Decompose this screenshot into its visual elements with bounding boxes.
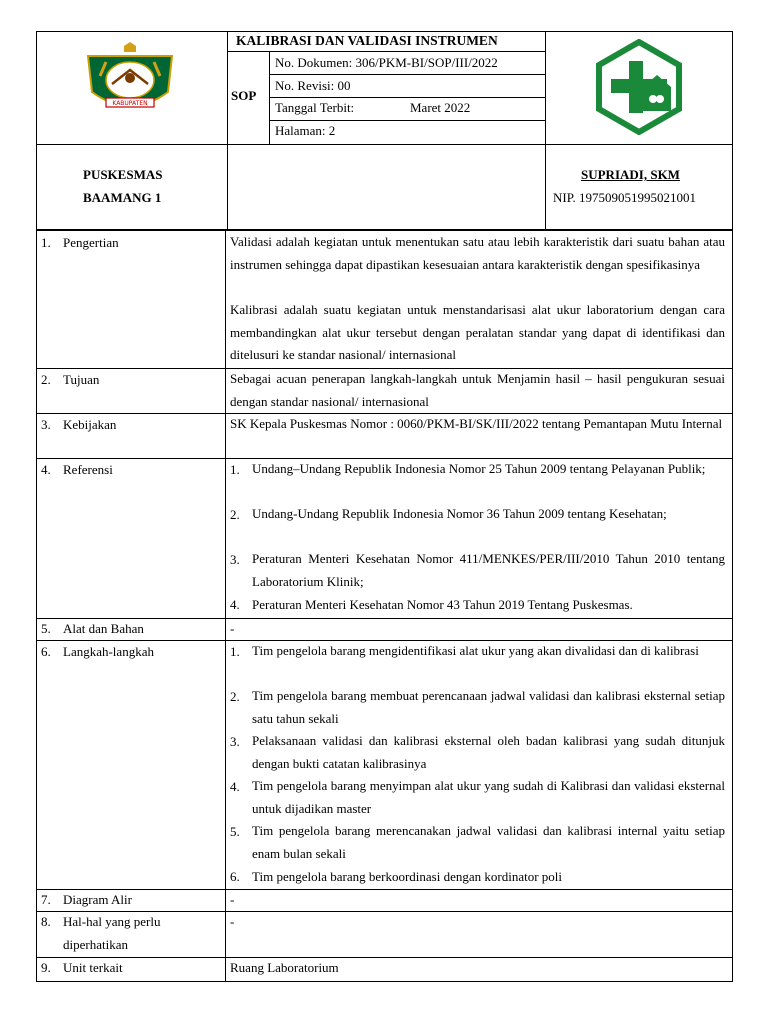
list-number: 1. (230, 462, 240, 477)
regional-emblem-icon (80, 42, 180, 118)
issue-date: Maret 2022 (410, 100, 471, 115)
puskesmas-logo-icon (591, 39, 687, 135)
document-number: No. Dokumen: 306/PKM-BI/SOP/III/2022 (275, 55, 498, 70)
list-number: 6. (230, 869, 240, 884)
row-label-unit: Unit terkait (63, 960, 123, 975)
row-label-tujuan: Tujuan (63, 372, 100, 387)
list-number: 4. (230, 597, 240, 612)
row-number: 1. (41, 235, 51, 250)
step-item: Tim pengelola barang berkoordinasi dengan kordinator poli (252, 869, 563, 884)
definition-validation: Validasi adalah kegiatan untuk menentukan satu atau lebih karakteristik dari suatu bahan atau instrumen sehingga dapat dipastikan kesesuaian antara karakteristik dengan spesifikasinya (230, 234, 725, 272)
issue-date-label: Tanggal Terbit: (275, 100, 355, 115)
reference-item: Peraturan Menteri Kesehatan Nomor 411/MENKES/PER/III/2010 Tahun 2010 tentang Laboratorium Klinik; (252, 551, 725, 589)
org-name-line2: BAAMANG 1 (83, 190, 162, 205)
row-number: 3. (41, 417, 51, 432)
signer-name: SUPRIADI, SKM (581, 167, 680, 182)
step-item: Tim pengelola barang menyimpan alat ukur yang sudah di Kalibrasi dan validasi eksternal untuk dijadikan master (252, 778, 725, 816)
list-number: 2. (230, 689, 240, 704)
row-label-hal-hal: Hal-hal yang perlu (63, 914, 161, 929)
list-number: 1. (230, 644, 240, 659)
row-label-langkah: Langkah-langkah (63, 644, 154, 659)
purpose-text: Sebagai acuan penerapan langkah-langkah untuk Menjamin hasil – hasil pengukuran sesuai dengan standar nasional/ internasional (230, 371, 725, 409)
policy-text: SK Kepala Puskesmas Nomor : 0060/PKM-BI/SK/III/2022 tentang Pemantapan Mutu Internal (230, 416, 723, 431)
step-item: Tim pengelola barang mengidentifikasi alat ukur yang akan divalidasi dan di kalibrasi (252, 643, 699, 658)
list-number: 4. (230, 779, 240, 794)
step-item: Tim pengelola barang membuat perencanaan jadwal validasi dan kalibrasi eksternal setiap satu tahun sekali (252, 688, 725, 726)
row-number: 2. (41, 372, 51, 387)
row-number: 9. (41, 960, 51, 975)
page-number: Halaman: 2 (275, 123, 336, 138)
sop-label: SOP (231, 88, 257, 103)
reference-item: Undang-Undang Republik Indonesia Nomor 36 Tahun 2009 tentang Kesehatan; (252, 506, 667, 521)
row-label-alat-bahan: Alat dan Bahan (63, 621, 144, 636)
tools-text: - (230, 621, 235, 636)
signer-nip: NIP. 197509051995021001 (553, 190, 697, 205)
diagram-text: - (230, 892, 235, 907)
row-label-hal-hal-2: diperhatikan (63, 937, 128, 952)
svg-text:KABUPATEN: KABUPATEN (112, 100, 148, 107)
row-label-referensi: Referensi (63, 462, 113, 477)
org-name-line1: PUSKESMAS (83, 167, 163, 182)
row-number: 6. (41, 644, 51, 659)
list-number: 5. (230, 824, 240, 839)
unit-text: Ruang Laboratorium (230, 960, 339, 975)
revision-number: No. Revisi: 00 (275, 78, 351, 93)
list-number: 2. (230, 507, 240, 522)
row-number: 4. (41, 462, 51, 477)
row-label-pengertian: Pengertian (63, 235, 119, 250)
step-item: Pelaksanaan validasi dan kalibrasi eksternal oleh badan kalibrasi yang sudah ditunjuk dengan bukti catatan kalibrasinya (252, 733, 725, 771)
notes-text: - (230, 914, 235, 929)
list-number: 3. (230, 734, 240, 749)
row-number: 7. (41, 892, 51, 907)
reference-item: Peraturan Menteri Kesehatan Nomor 43 Tahun 2019 Tentang Puskesmas. (252, 597, 633, 612)
definition-calibration: Kalibrasi adalah suatu kegiatan untuk menstandarisasi alat ukur laboratorium dengan cara membandingkan alat ukur tersebut dengan peralatan standar yang dapat di identifikasi dan ditelusuri ke standar nasional/ internasional (230, 302, 725, 362)
row-label-diagram: Diagram Alir (63, 892, 132, 907)
row-label-kebijakan: Kebijakan (63, 417, 117, 432)
document-title: KALIBRASI DAN VALIDASI INSTRUMEN (236, 33, 498, 48)
step-item: Tim pengelola barang merencanakan jadwal validasi dan kalibrasi internal yaitu setiap enam bulan sekali (252, 823, 725, 861)
list-number: 3. (230, 552, 240, 567)
reference-item: Undang–Undang Republik Indonesia Nomor 25 Tahun 2009 tentang Pelayanan Publik; (252, 461, 706, 476)
row-number: 5. (41, 621, 51, 636)
row-number: 8. (41, 914, 51, 929)
